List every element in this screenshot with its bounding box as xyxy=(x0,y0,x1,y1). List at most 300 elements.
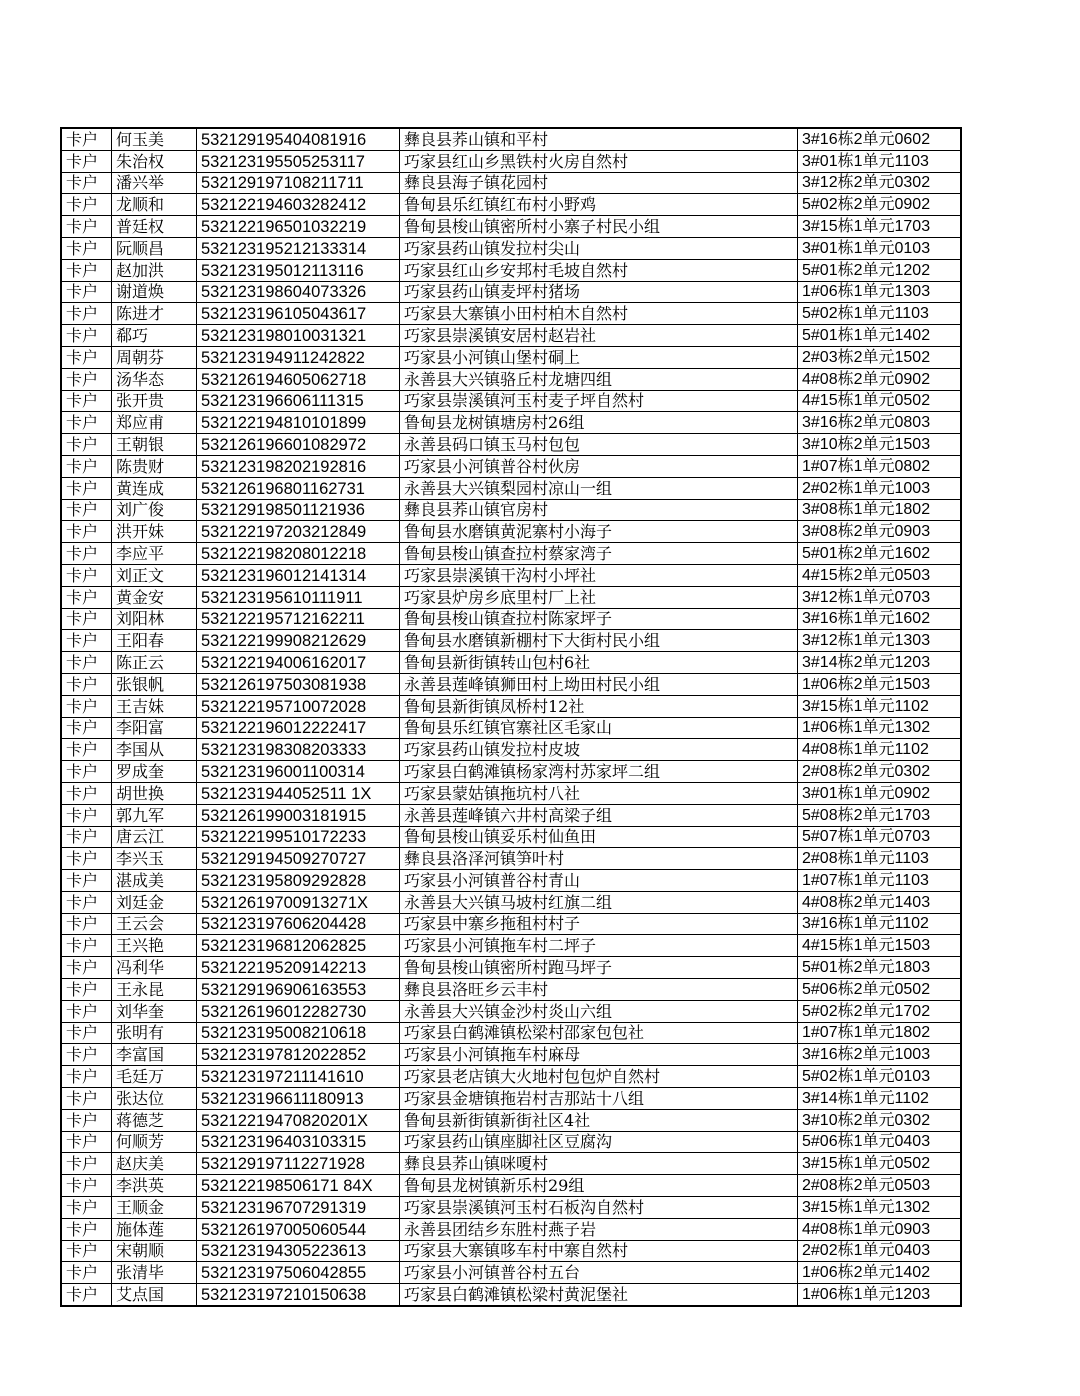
name-cell: 施体莲 xyxy=(112,1218,197,1240)
address-cell: 鲁甸县梭山镇妥乐村仙鱼田 xyxy=(400,826,798,848)
table-row xyxy=(61,1088,961,1110)
id-number-cell: 532123197812022852 xyxy=(197,1044,400,1066)
category-cell: 卡户 xyxy=(61,979,112,1001)
id-number-cell: 532122194603282412 xyxy=(197,194,400,216)
unit-cell: 4#15栋1单元1503 xyxy=(798,935,962,957)
category-cell: 卡户 xyxy=(61,434,112,456)
name-cell: 郭九军 xyxy=(112,804,197,826)
id-number-cell: 5321231944052511 1X xyxy=(197,782,400,804)
unit-cell: 4#08栋1单元0903 xyxy=(798,1218,962,1240)
id-number-cell: 532129197112271928 xyxy=(197,1153,400,1175)
address-cell: 巧家县崇溪镇河玉村麦子坪自然村 xyxy=(400,390,798,412)
address-cell: 巧家县红山乡安邦村毛坡自然村 xyxy=(400,259,798,281)
address-cell: 鲁甸县梭山镇查拉村蔡家湾子 xyxy=(400,543,798,565)
address-cell: 永善县莲峰镇狮田村上坳田村民小组 xyxy=(400,673,798,695)
address-cell: 巧家县金塘镇拖岩村吉那站十八组 xyxy=(400,1088,798,1110)
table-row xyxy=(61,1022,961,1044)
category-cell: 卡户 xyxy=(61,957,112,979)
id-number-cell: 532123196001100314 xyxy=(197,761,400,783)
table-row xyxy=(61,739,961,761)
category-cell: 卡户 xyxy=(61,455,112,477)
id-number-cell: 532123196606111315 xyxy=(197,390,400,412)
id-number-cell: 532122199908212629 xyxy=(197,630,400,652)
table-row xyxy=(61,804,961,826)
unit-cell: 3#15栋1单元1102 xyxy=(798,695,962,717)
id-number-cell: 532129197108211711 xyxy=(197,172,400,194)
address-cell: 巧家县小河镇拖车村麻母 xyxy=(400,1044,798,1066)
id-number-cell: 532122194810101899 xyxy=(197,412,400,434)
category-cell: 卡户 xyxy=(61,695,112,717)
name-cell: 王云会 xyxy=(112,913,197,935)
unit-cell: 5#02栋1单元1103 xyxy=(798,303,962,325)
category-cell: 卡户 xyxy=(61,1262,112,1284)
table-row xyxy=(61,1153,961,1175)
address-cell: 巧家县小河镇普谷村青山 xyxy=(400,870,798,892)
table-row xyxy=(61,630,961,652)
address-cell: 巧家县老店镇大火地村包包炉自然村 xyxy=(400,1066,798,1088)
unit-cell: 3#15栋1单元1703 xyxy=(798,216,962,238)
name-cell: 李阳富 xyxy=(112,717,197,739)
address-cell: 巧家县大寨镇哆车村中寨自然村 xyxy=(400,1240,798,1262)
unit-cell: 5#02栋2单元1702 xyxy=(798,1000,962,1022)
unit-cell: 3#08栋1单元1802 xyxy=(798,499,962,521)
name-cell: 何玉美 xyxy=(112,128,197,150)
unit-cell: 5#06栋1单元0403 xyxy=(798,1131,962,1153)
id-number-cell: 532123194911242822 xyxy=(197,346,400,368)
address-cell: 永善县大兴镇骆丘村龙塘四组 xyxy=(400,368,798,390)
category-cell: 卡户 xyxy=(61,281,112,303)
table-row xyxy=(61,652,961,674)
id-number-cell: 532126196601082972 xyxy=(197,434,400,456)
name-cell: 郑应甫 xyxy=(112,412,197,434)
table-row xyxy=(61,455,961,477)
unit-cell: 4#08栋2单元0902 xyxy=(798,368,962,390)
name-cell: 李富国 xyxy=(112,1044,197,1066)
name-cell: 冯利华 xyxy=(112,957,197,979)
id-number-cell: 532129196906163553 xyxy=(197,979,400,1001)
address-cell: 巧家县药山镇麦坪村猪场 xyxy=(400,281,798,303)
address-cell: 巧家县药山镇座脚社区豆腐沟 xyxy=(400,1131,798,1153)
name-cell: 李国从 xyxy=(112,739,197,761)
category-cell: 卡户 xyxy=(61,325,112,347)
unit-cell: 1#06栋2单元1503 xyxy=(798,673,962,695)
id-number-cell: 532126194605062718 xyxy=(197,368,400,390)
category-cell: 卡户 xyxy=(61,761,112,783)
id-number-cell: 532123195809292828 xyxy=(197,870,400,892)
unit-cell: 2#08栋1单元1103 xyxy=(798,848,962,870)
table-row xyxy=(61,1240,961,1262)
id-number-cell: 532123194305223613 xyxy=(197,1240,400,1262)
table-row xyxy=(61,1284,961,1306)
id-number-cell: 532123196812062825 xyxy=(197,935,400,957)
unit-cell: 1#06栋1单元1303 xyxy=(798,281,962,303)
unit-cell: 5#07栋1单元0703 xyxy=(798,826,962,848)
address-cell: 永善县团结乡东胜村燕子岩 xyxy=(400,1218,798,1240)
id-number-cell: 532122195209142213 xyxy=(197,957,400,979)
id-number-cell: 532123197210150638 xyxy=(197,1284,400,1306)
name-cell: 朱治权 xyxy=(112,150,197,172)
name-cell: 张银帆 xyxy=(112,673,197,695)
unit-cell: 1#07栋1单元0802 xyxy=(798,455,962,477)
address-cell: 巧家县崇溪镇河玉村石板沟自然村 xyxy=(400,1197,798,1219)
unit-cell: 5#02栋2单元0902 xyxy=(798,194,962,216)
unit-cell: 3#16栋2单元1003 xyxy=(798,1044,962,1066)
address-cell: 鲁甸县龙树镇塘房村26组 xyxy=(400,412,798,434)
address-cell: 巧家县小河镇普谷村伙房 xyxy=(400,455,798,477)
name-cell: 龙顺和 xyxy=(112,194,197,216)
unit-cell: 3#12栋1单元0703 xyxy=(798,586,962,608)
unit-cell: 5#01栋2单元1602 xyxy=(798,543,962,565)
id-number-cell: 532123195505253117 xyxy=(197,150,400,172)
table-row xyxy=(61,891,961,913)
table-row xyxy=(61,913,961,935)
category-cell: 卡户 xyxy=(61,412,112,434)
category-cell: 卡户 xyxy=(61,259,112,281)
address-cell: 鲁甸县新街镇凤桥村12社 xyxy=(400,695,798,717)
table-row xyxy=(61,1197,961,1219)
table-row xyxy=(61,368,961,390)
category-cell: 卡户 xyxy=(61,1044,112,1066)
category-cell: 卡户 xyxy=(61,870,112,892)
id-number-cell: 532122196501032219 xyxy=(197,216,400,238)
unit-cell: 3#01栋1单元1103 xyxy=(798,150,962,172)
table-row xyxy=(61,1131,961,1153)
unit-cell: 1#06栋1单元1203 xyxy=(798,1284,962,1306)
table-row xyxy=(61,259,961,281)
name-cell: 张清毕 xyxy=(112,1262,197,1284)
unit-cell: 3#14栋1单元1102 xyxy=(798,1088,962,1110)
name-cell: 刘阳林 xyxy=(112,608,197,630)
id-number-cell: 532123197506042855 xyxy=(197,1262,400,1284)
name-cell: 湛成美 xyxy=(112,870,197,892)
name-cell: 洪开妹 xyxy=(112,521,197,543)
name-cell: 唐云江 xyxy=(112,826,197,848)
table-row xyxy=(61,1175,961,1197)
id-number-cell: 53212619700913271X xyxy=(197,891,400,913)
unit-cell: 5#02栋1单元0103 xyxy=(798,1066,962,1088)
name-cell: 谢道焕 xyxy=(112,281,197,303)
name-cell: 刘廷金 xyxy=(112,891,197,913)
table-row xyxy=(61,1044,961,1066)
category-cell: 卡户 xyxy=(61,1153,112,1175)
category-cell: 卡户 xyxy=(61,804,112,826)
address-cell: 永善县大兴镇马坡村红旗二组 xyxy=(400,891,798,913)
address-cell: 永善县大兴镇金沙村炎山六组 xyxy=(400,1000,798,1022)
table-row xyxy=(61,695,961,717)
category-cell: 卡户 xyxy=(61,1218,112,1240)
name-cell: 赵庆美 xyxy=(112,1153,197,1175)
id-number-cell: 532122195712162211 xyxy=(197,608,400,630)
unit-cell: 5#01栋1单元1402 xyxy=(798,325,962,347)
unit-cell: 3#01栋1单元0103 xyxy=(798,237,962,259)
unit-cell: 5#08栋2单元1703 xyxy=(798,804,962,826)
name-cell: 王兴艳 xyxy=(112,935,197,957)
unit-cell: 3#12栋1单元1303 xyxy=(798,630,962,652)
category-cell: 卡户 xyxy=(61,194,112,216)
category-cell: 卡户 xyxy=(61,1088,112,1110)
name-cell: 陈贵财 xyxy=(112,455,197,477)
id-number-cell: 532126197503081938 xyxy=(197,673,400,695)
id-number-cell: 532123198202192816 xyxy=(197,455,400,477)
address-cell: 彝良县海子镇花园村 xyxy=(400,172,798,194)
name-cell: 郗巧 xyxy=(112,325,197,347)
table-row xyxy=(61,412,961,434)
unit-cell: 3#10栋2单元0302 xyxy=(798,1109,962,1131)
name-cell: 潘兴举 xyxy=(112,172,197,194)
unit-cell: 3#16栋2单元0803 xyxy=(798,412,962,434)
id-number-cell: 53212219470820201X xyxy=(197,1109,400,1131)
table-row xyxy=(61,434,961,456)
table-row xyxy=(61,521,961,543)
id-number-cell: 532129198501121936 xyxy=(197,499,400,521)
table-row xyxy=(61,543,961,565)
name-cell: 王永昆 xyxy=(112,979,197,1001)
id-number-cell: 532123195012113116 xyxy=(197,259,400,281)
name-cell: 罗成奎 xyxy=(112,761,197,783)
unit-cell: 3#16栋1单元1602 xyxy=(798,608,962,630)
name-cell: 艾点国 xyxy=(112,1284,197,1306)
category-cell: 卡户 xyxy=(61,390,112,412)
name-cell: 蒋德芝 xyxy=(112,1109,197,1131)
id-number-cell: 532123195610111911 xyxy=(197,586,400,608)
table-row xyxy=(61,1262,961,1284)
address-cell: 彝良县荞山镇咪嗄村 xyxy=(400,1153,798,1175)
id-number-cell: 532126196801162731 xyxy=(197,477,400,499)
name-cell: 王阳春 xyxy=(112,630,197,652)
table-row xyxy=(61,761,961,783)
id-number-cell: 532123195212133314 xyxy=(197,237,400,259)
id-number-cell: 532123196012141314 xyxy=(197,564,400,586)
address-cell: 鲁甸县乐红镇官寨社区毛家山 xyxy=(400,717,798,739)
table-row xyxy=(61,390,961,412)
name-cell: 张达位 xyxy=(112,1088,197,1110)
name-cell: 黄金安 xyxy=(112,586,197,608)
address-cell: 彝良县荞山镇和平村 xyxy=(400,128,798,150)
id-number-cell: 532123198010031321 xyxy=(197,325,400,347)
category-cell: 卡户 xyxy=(61,739,112,761)
unit-cell: 2#03栋2单元1502 xyxy=(798,346,962,368)
unit-cell: 4#15栋1单元0502 xyxy=(798,390,962,412)
address-cell: 鲁甸县水磨镇黄泥寨村小海子 xyxy=(400,521,798,543)
address-cell: 巧家县白鹤滩镇松梁村邵家包包社 xyxy=(400,1022,798,1044)
category-cell: 卡户 xyxy=(61,564,112,586)
address-cell: 永善县码口镇玉马村包包 xyxy=(400,434,798,456)
name-cell: 刘华奎 xyxy=(112,1000,197,1022)
unit-cell: 1#07栋1单元1802 xyxy=(798,1022,962,1044)
table-body xyxy=(61,128,961,1306)
unit-cell: 2#02栋1单元1003 xyxy=(798,477,962,499)
name-cell: 李洪英 xyxy=(112,1175,197,1197)
address-cell: 鲁甸县新街镇新街社区4社 xyxy=(400,1109,798,1131)
id-number-cell: 532126197005060544 xyxy=(197,1218,400,1240)
id-number-cell: 532123198604073326 xyxy=(197,281,400,303)
category-cell: 卡户 xyxy=(61,848,112,870)
address-cell: 巧家县崇溪镇安居村赵岩社 xyxy=(400,325,798,347)
table-row xyxy=(61,979,961,1001)
id-number-cell: 532123198308203333 xyxy=(197,739,400,761)
name-cell: 宋朝顺 xyxy=(112,1240,197,1262)
name-cell: 陈正云 xyxy=(112,652,197,674)
name-cell: 刘广俊 xyxy=(112,499,197,521)
category-cell: 卡户 xyxy=(61,477,112,499)
address-cell: 鲁甸县梭山镇密所村跑马坪子 xyxy=(400,957,798,979)
name-cell: 李应平 xyxy=(112,543,197,565)
unit-cell: 1#06栋1单元1302 xyxy=(798,717,962,739)
address-cell: 彝良县荞山镇官房村 xyxy=(400,499,798,521)
unit-cell: 3#16栋1单元1102 xyxy=(798,913,962,935)
table-row xyxy=(61,870,961,892)
unit-cell: 3#16栋2单元0602 xyxy=(798,128,962,150)
id-number-cell: 532126199003181915 xyxy=(197,804,400,826)
table-row xyxy=(61,673,961,695)
name-cell: 王朝银 xyxy=(112,434,197,456)
address-cell: 巧家县药山镇发拉村尖山 xyxy=(400,237,798,259)
table-row xyxy=(61,782,961,804)
id-number-cell: 532123197606204428 xyxy=(197,913,400,935)
address-cell: 巧家县大寨镇小田村柏木自然村 xyxy=(400,303,798,325)
category-cell: 卡户 xyxy=(61,346,112,368)
unit-cell: 4#08栋2单元1403 xyxy=(798,891,962,913)
address-cell: 鲁甸县梭山镇查拉村陈家坪子 xyxy=(400,608,798,630)
address-cell: 永善县莲峰镇六井村高梁子组 xyxy=(400,804,798,826)
table-row xyxy=(61,346,961,368)
table-row xyxy=(61,1109,961,1131)
name-cell: 阮顺昌 xyxy=(112,237,197,259)
address-cell: 巧家县白鹤滩镇松梁村黄泥堡社 xyxy=(400,1284,798,1306)
unit-cell: 2#08栋2单元0302 xyxy=(798,761,962,783)
table-row xyxy=(61,237,961,259)
name-cell: 毛廷万 xyxy=(112,1066,197,1088)
category-cell: 卡户 xyxy=(61,368,112,390)
id-number-cell: 532123196707291319 xyxy=(197,1197,400,1219)
table-row xyxy=(61,564,961,586)
table-row xyxy=(61,194,961,216)
id-number-cell: 532126196012282730 xyxy=(197,1000,400,1022)
name-cell: 王吉妹 xyxy=(112,695,197,717)
address-cell: 彝良县洛泽河镇笋叶村 xyxy=(400,848,798,870)
address-cell: 鲁甸县新街镇转山包村6社 xyxy=(400,652,798,674)
table-row xyxy=(61,848,961,870)
table-row xyxy=(61,608,961,630)
address-cell: 巧家县药山镇发拉村皮坡 xyxy=(400,739,798,761)
name-cell: 黄连成 xyxy=(112,477,197,499)
id-number-cell: 532122199510172233 xyxy=(197,826,400,848)
id-number-cell: 532123196105043617 xyxy=(197,303,400,325)
unit-cell: 3#01栋1单元0902 xyxy=(798,782,962,804)
category-cell: 卡户 xyxy=(61,1022,112,1044)
table-row xyxy=(61,499,961,521)
table-row xyxy=(61,172,961,194)
table-row xyxy=(61,216,961,238)
category-cell: 卡户 xyxy=(61,128,112,150)
unit-cell: 2#08栋2单元0503 xyxy=(798,1175,962,1197)
address-cell: 巧家县小河镇山堡村硐上 xyxy=(400,346,798,368)
table-row xyxy=(61,303,961,325)
address-cell: 彝良县洛旺乡云丰村 xyxy=(400,979,798,1001)
id-number-cell: 532122198208012218 xyxy=(197,543,400,565)
name-cell: 刘正文 xyxy=(112,564,197,586)
category-cell: 卡户 xyxy=(61,150,112,172)
category-cell: 卡户 xyxy=(61,1197,112,1219)
address-cell: 巧家县炉房乡底里村厂上社 xyxy=(400,586,798,608)
unit-cell: 1#06栋2单元1402 xyxy=(798,1262,962,1284)
name-cell: 何顺芳 xyxy=(112,1131,197,1153)
id-number-cell: 532123195008210618 xyxy=(197,1022,400,1044)
address-cell: 鲁甸县乐红镇红布村小野鸡 xyxy=(400,194,798,216)
category-cell: 卡户 xyxy=(61,499,112,521)
name-cell: 李兴玉 xyxy=(112,848,197,870)
name-cell: 张明有 xyxy=(112,1022,197,1044)
category-cell: 卡户 xyxy=(61,891,112,913)
table-row xyxy=(61,957,961,979)
table-row xyxy=(61,717,961,739)
table-row xyxy=(61,128,961,150)
category-cell: 卡户 xyxy=(61,237,112,259)
unit-cell: 5#06栋2单元0502 xyxy=(798,979,962,1001)
category-cell: 卡户 xyxy=(61,216,112,238)
name-cell: 张开贵 xyxy=(112,390,197,412)
table-row xyxy=(61,281,961,303)
address-cell: 巧家县白鹤滩镇杨家湾村苏家坪二组 xyxy=(400,761,798,783)
category-cell: 卡户 xyxy=(61,1109,112,1131)
table-row xyxy=(61,1066,961,1088)
unit-cell: 3#08栋2单元0903 xyxy=(798,521,962,543)
category-cell: 卡户 xyxy=(61,608,112,630)
name-cell: 王顺金 xyxy=(112,1197,197,1219)
name-cell: 陈进才 xyxy=(112,303,197,325)
category-cell: 卡户 xyxy=(61,172,112,194)
name-cell: 普廷权 xyxy=(112,216,197,238)
unit-cell: 3#14栋2单元1203 xyxy=(798,652,962,674)
category-cell: 卡户 xyxy=(61,1175,112,1197)
category-cell: 卡户 xyxy=(61,826,112,848)
address-cell: 巧家县崇溪镇干沟村小坪社 xyxy=(400,564,798,586)
category-cell: 卡户 xyxy=(61,652,112,674)
table-row xyxy=(61,586,961,608)
table-row xyxy=(61,1218,961,1240)
id-number-cell: 532123196611180913 xyxy=(197,1088,400,1110)
id-number-cell: 532122194006162017 xyxy=(197,652,400,674)
category-cell: 卡户 xyxy=(61,1000,112,1022)
address-cell: 巧家县小河镇普谷村五台 xyxy=(400,1262,798,1284)
category-cell: 卡户 xyxy=(61,1240,112,1262)
name-cell: 胡世换 xyxy=(112,782,197,804)
unit-cell: 2#02栋1单元0403 xyxy=(798,1240,962,1262)
table-row xyxy=(61,935,961,957)
category-cell: 卡户 xyxy=(61,1284,112,1306)
category-cell: 卡户 xyxy=(61,630,112,652)
category-cell: 卡户 xyxy=(61,782,112,804)
address-cell: 巧家县中寨乡拖租村村子 xyxy=(400,913,798,935)
id-number-cell: 532129195404081916 xyxy=(197,128,400,150)
category-cell: 卡户 xyxy=(61,1131,112,1153)
unit-cell: 3#15栋1单元1302 xyxy=(798,1197,962,1219)
category-cell: 卡户 xyxy=(61,586,112,608)
address-cell: 鲁甸县水磨镇新棚村下大街村民小组 xyxy=(400,630,798,652)
id-number-cell: 532123196403103315 xyxy=(197,1131,400,1153)
id-number-cell: 532123197211141610 xyxy=(197,1066,400,1088)
address-cell: 鲁甸县龙树镇新乐村29组 xyxy=(400,1175,798,1197)
unit-cell: 3#15栋1单元0502 xyxy=(798,1153,962,1175)
table-row xyxy=(61,1000,961,1022)
category-cell: 卡户 xyxy=(61,521,112,543)
table-row xyxy=(61,477,961,499)
id-number-cell: 532122198506171 84X xyxy=(197,1175,400,1197)
name-cell: 周朝芬 xyxy=(112,346,197,368)
category-cell: 卡户 xyxy=(61,303,112,325)
unit-cell: 4#15栋2单元0503 xyxy=(798,564,962,586)
id-number-cell: 532129194509270727 xyxy=(197,848,400,870)
